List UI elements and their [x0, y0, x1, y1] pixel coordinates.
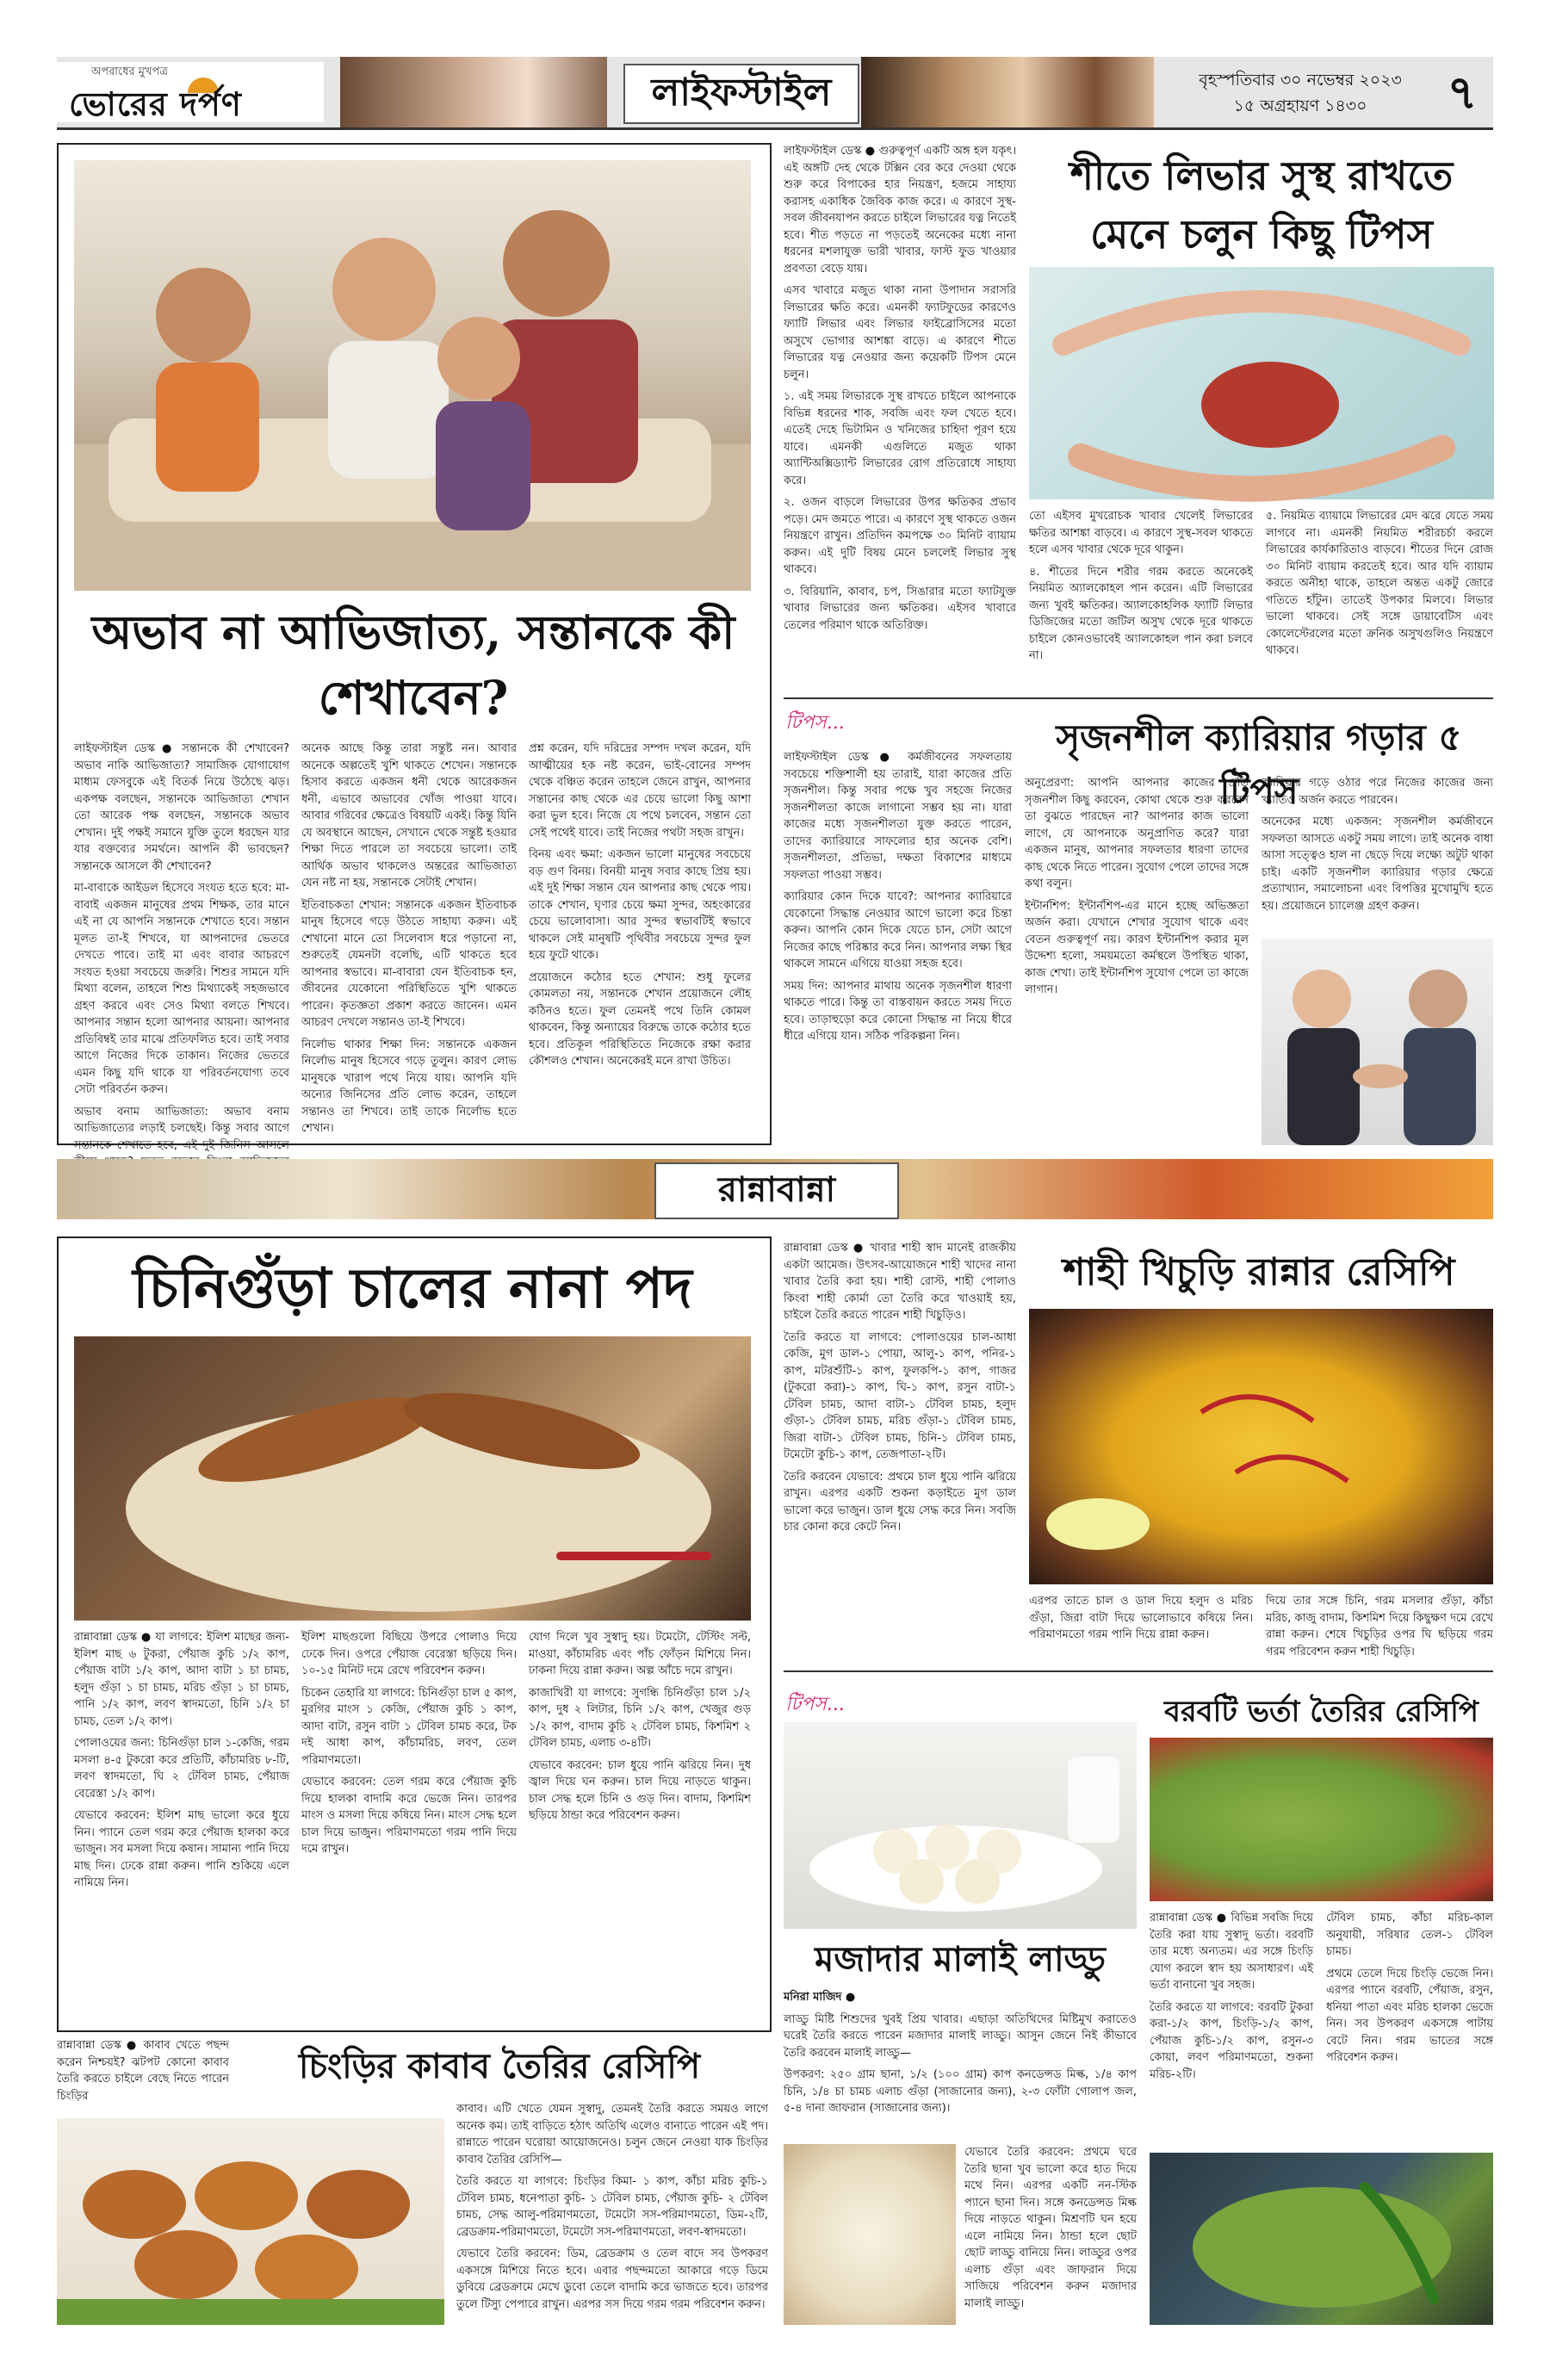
- parenting-col-2: [301, 741, 517, 1135]
- masthead-photo-spa: [861, 57, 1154, 127]
- tips-label: টিপস...: [785, 712, 845, 734]
- chinigura-col-1: [74, 1629, 289, 2017]
- page-number: ৭: [1447, 65, 1478, 120]
- para: যেভাবে তৈরি করবেন: ডিম, ব্রেডক্রাম ও তেল বাদে সব উপকরণ একসঙ্গে মিশিয়ে নিতে হবে। এবার পছন্দমতো আকারে গড়ে ডিমে ডুবিয়ে ব্রেডক্রামে মেখে ডুবো তেলে বাদামি করে ভাজতে হবে। তারপর তুলে টিস্যু পেপারে রাখুন। এরপর সস দিয়ে গরম গরম পরিবেশন করুন।: [456, 2247, 768, 2311]
- section-title: লাইফস্টাইল: [623, 64, 859, 124]
- cooking-section-title: রান্নাবান্না: [654, 1162, 899, 1219]
- para: ১. এই সময় লিভারকে সুস্থ রাখতে চাইলে আপনাকে বিভিন্ন ধরনের শাক, সবজি এবং ফল খেতে হবে। এতেই দেহে ভিটামিন ও খনিজের চাহিদা পূরণ হয়ে যাবে। এমনকী এগুলিতে মজুত থাকা অ্যান্টিঅক্সিড্যান্ট লিভারের রোগ প্রতিরোধে সাহায্য করে।: [784, 390, 1016, 487]
- liver-col-3: [1266, 508, 1493, 689]
- parenting-headline: অভাব না আভিজাত্য, সন্তানকে কী শেখাবেন?: [91, 604, 735, 725]
- para: প্রয়োজনে কঠোর হতে শেখান: শুধু ফুলের কোমলতা নয়, সন্তানকে শেখান প্রয়োজনে লৌহ কঠিনও হতে। ফুল তেমনই পথে তিনি কোমল থাকবেন, কিন্তু অন্যায়ের বিরুদ্ধে তাকে কঠোর হতে হবে। প্রতিকূল পরিস্থিতিতে নিজেকে রক্ষা করার কৌশলও শেখান। অনেকেরই মনে রাখা উচিত।: [529, 970, 751, 1068]
- family-photo: [74, 160, 751, 591]
- para: লাইফস্টাইল ডেস্ক ● গুরুত্বপূর্ণ একটি অঙ্গ হল যকৃৎ। এই অঙ্গটি দেহ থেকে টক্সিন বের করে দেওয়া থেকে শুরু করে বিপাকের হার নিয়ন্ত্রণ, হজমে সাহায্য করাসহ একাধিক জৈবিক কাজ করে। এ কারণে সুস্থ-সবল জীবনযাপন করতে চাইলে লিভারের যত্ন নিতেই হবে। শীত পড়তে না পড়তেই অনেকের মধ্যে নানা ধরনের মশলাযুক্ত ভারী খাবার, ফাস্ট ফুড খাওয়ার প্রবণতা বেড়ে যায়।: [784, 145, 1016, 276]
- para: টেবিল চামচ, কাঁচা মরিচ-কাল অনুযায়ী, সরিষার তেল-১ টেবিল চামচ।: [1326, 1912, 1493, 1958]
- khichuri-col-2: [1029, 1593, 1253, 1662]
- liver-headline: শীতে লিভার সুস্থ রাখতে মেনে চলুন কিছু টিপস: [1070, 152, 1454, 257]
- fish-rice-photo: [74, 1336, 751, 1621]
- para: ক্যারিয়ার কোন দিকে যাবে?: আপনার ক্যারিয়ারে যেকোনো সিদ্ধান্ত নেওয়ার আগে ভালো করে চিন্তা করুন। আপনি কোন দিকে যেতে চান, সেটা আগে নিজের কাছে পরিষ্কার করে নিন। আপনার লক্ষ্য স্থির থাকলে সামনে এগিয়ে যাওয়া সহজ হবে।: [784, 890, 1012, 970]
- kebab-illustration: [57, 2118, 444, 2325]
- para: যোগ দিলে খুব সুস্বাদু হয়। টমেটো, টেস্টিং সল্ট, মাওয়া, কাঁচামরিচ এবং পাঁচ ফোঁড়ন মিশিয়ে নিন। ঢাকনা দিয়ে রান্না করুন। অল্প আঁচে দমে রাখুন।: [529, 1631, 751, 1677]
- para: ৪. শীতের দিনে শরীর গরম করতে অনেকেই নিয়মিত অ্যালকোহল পান করেন। এটি লিভারের জন্য খুবই ক্ষতিকর। অ্যালকোহলিক ফ্যাটি লিভার ডিজিজের মতো জটিল অসুখ থেকে দূরে থাকতে চাইলে কোনওভাবেই অ্যালকোহল পান করা চলবে না।: [1029, 565, 1253, 662]
- kebab-intro: [57, 2037, 229, 2115]
- handshake-illustration: [1262, 939, 1493, 1145]
- date-gregorian: বৃহস্পতিবার ৩০ নভেম্বর ২০২৩: [1199, 71, 1402, 90]
- chili-photo: [1150, 2153, 1493, 2325]
- para: লাইফস্টাইল ডেস্ক ● কর্মজীবনের সফলতায় সবচেয়ে শক্তিশালী হয় তারাই, যারা কাজের প্রতি সৃজনশীল। কিন্তু সবার পক্ষে খুব সহজে নিজের সৃজনশীলতা কাজে লাগানো সম্ভব হয় না। যারা কাজের মধ্যে সৃজনশীলতা যুক্ত করতে পারেন, তাদের ক্যারিয়ারে সাফল্যের হার অনেক বেশি। সৃজনশীলতা, প্রতিভা, দক্ষতা বিকাশের মাধ্যমে সফলতা পাওয়া সম্ভব।: [784, 751, 1012, 882]
- logo-tagline: অপরাধের মুখপত্র: [91, 65, 168, 78]
- khichuri-col-3: [1266, 1593, 1493, 1662]
- laddu-headline: মজাদার মালাই লাড্ডু: [815, 1939, 1106, 1980]
- masthead-photo-face: [340, 57, 607, 127]
- khichuri-headline: শাহী খিচুড়ি রান্নার রেসিপি: [1063, 1250, 1455, 1294]
- chili-illustration: [1150, 2153, 1493, 2325]
- para: অনুপ্রেরণা: আপনি আপনার কাজের প্রতি সৃজনশীল কিছু করবেন, কোথা থেকে শুরু করবেন তা বুঝতে পারছেন না? আপনার কাজ ভালো লাগে, যে আপনাকে অনুপ্রাণিত করে? যারা একজন মানুষ, আপনার সফলতার ধারণা তাদের কাছ থেকে নিতে পারেন। সুযোগ পেলে তাদের সঙ্গে কথা বলুন।: [1025, 777, 1249, 890]
- liver-bottom-rule: [784, 697, 1493, 699]
- liver-col-2: [1029, 508, 1253, 689]
- para: তৈরি করবেন যেভাবে: প্রথমে চাল ধুয়ে পানি ঝরিয়ে রাখুন। এরপর একটি শুকনা কড়াইতে মুগ ডাল ভালো করে ভাজুন। ডাল ধুয়ে সেদ্ধ করে নিন। সবজি চার কোনা করে কেটে নিন।: [784, 1470, 1016, 1534]
- laddu-col-main: [784, 1989, 1137, 2135]
- khichuri-illustration: [1029, 1309, 1493, 1584]
- para: রান্নাবান্না ডেস্ক ● বিভিন্ন সবজি দিয়ে তৈরি করা যায় সুস্বাদু ভর্তা। বরবটি তার মধ্যে অন্যতম। এর সঙ্গে চিংড়ি যোগ করলে স্বাদ হয় অসাধারণ। এই ভর্তা বানানো খুব সহজ।: [1150, 1912, 1313, 1992]
- para: মা-বাবাকে আইডল হিসেবে সংযত হতে হবে: মা-বাবাই একজন মানুষের প্রথম শিক্ষক, তার মানে এই না যে আপনি সন্তানকে শেখাতে হবে। সন্তান মূলত তা-ই শিখবে, যা আপনাদের ভেতরে দেখতে পাবে। তাই মা এবং বাবার আচরণে সংযত হওয়া সবচেয়ে জরুরি। শিশুর সামনে যদি মিথ্যা বলেন, তাহলে শিশু মিথ্যাকেই সহজভাবে গ্রহণ করবে এবং সেও মিথ্যা বলতে শিখবে। আপনার সন্তান হলো আপনার আয়না। আপনার প্রতিবিম্বই তার মাঝে প্রতিফলিত হবে। তাই সবার আগে নিজের দিকে তাকান। নিজের ভেতরে এমন কিছু যদি থাকে যা পরিবর্তনযোগ্য তবে সেটা পরিবর্তন করুন।: [74, 882, 289, 1096]
- career-col-2: [1025, 775, 1249, 1145]
- para: নির্লোভ থাকার শিক্ষা দিন: সন্তানকে একজন নির্লোভ মানুষ হিসেবে গড়ে তুলুন। কারণ লোভ মানুষকে খারাপ পথে নিয়ে যায়। আপনি যদি অন্যের জিনিসের প্রতি লোভ করেন, তাহলে সন্তানও তা শিখবে। তাই তাকে নির্লোভ হতে শেখান।: [301, 1038, 517, 1135]
- para: তো এইসব মুখরোচক খাবার খেলেই লিভারের ক্ষতির আশঙ্কা বাড়বে। এ কারণে সুস্থ-সবল থাকতে হলে এসব খাবার থেকে দূরে থাকুন।: [1029, 510, 1253, 556]
- liver-photo: [1029, 267, 1494, 499]
- para: অনেক আছে কিন্তু তারা সন্তুষ্ট নন। আবার অনেকে অল্পতেই খুশি থাকতে শেখেন। সন্তানকে হিসাব করতে একজন ধনী থেকে আরেকজন ধনী, এভাবে অভাবের খোঁজ পাওয়া যাবে। আবার গরিবের ক্ষেত্রেও বিষয়টি একই। কিন্তু যিনি যে অবস্থানে আছেন, সেখানে থেকে সন্তুষ্ট হওয়ার শিক্ষা দিতে পারলে তা সবচেয়ে ভালো। তাই আর্থিক অভাব থাকলেও অন্তরের আভিজাত্য যেন নষ্ট না হয়, সন্তানকে সেটাই শেখান।: [301, 742, 517, 889]
- para: লাইফস্টাইল ডেস্ক ● সন্তানকে কী শেখাবেন? অভাব নাকি আভিজাত্য? সামাজিক যোগাযোগ মাধ্যম ফেসবুকে এই বিতর্ক নিয়ে উঠেছে ঝড়। একপক্ষ বলছেন, সন্তানকে আভিজাত্য শেখান তো আরেক পক্ষ বলছেন, সন্তানকে অভাব শেখান। দুই পক্ষই সমানে যুক্তি তুলে ধরছেন যার যার বক্তব্যের সমর্থনে। আপনি কী ভাবছেন? সন্তানকে আসলে কী শেখাবেন?: [74, 742, 289, 873]
- para: যেভাবে তৈরি করবেন: প্রথমে ঘরে তৈরি ছানা খুব ভালো করে হাত দিয়ে মথে নিন। এরপর একটি নন-স্টিক প্যানে ছানা দিন। সঙ্গে কনডেন্সড মিল্ক দিয়ে নাড়তে থাকুন। মিশ্রণটি ঘন হয়ে এলে নামিয়ে নিন। ঠান্ডা হলে ছোট ছোট লাড্ডু বানিয়ে নিন। লাড্ডুর ওপর এলাচ গুঁড়া এবং জাফরান দিয়ে সাজিয়ে পরিবেশন করুন মজাদার মালাই লাড্ডু।: [964, 2146, 1137, 2310]
- para: যেভাবে করবেন: চাল ধুয়ে পানি ঝরিয়ে নিন। দুধ জ্বাল দিয়ে ঘন করুন। চাল দিয়ে নাড়তে থাকুন। চাল সেদ্ধ হলে চিনি ও গুড় দিন। বাদাম, কিশমিশ ছড়িয়ে ঠান্ডা করে পরিবেশন করুন।: [529, 1758, 751, 1822]
- para: অভাব বনাম আভিজাত্য: অভাব বনাম আভিজাত্যের লড়াই চলছেই। কিন্তু সবার আগে সন্তানকে শেখাতে হবে, এই দুই জিনিস আসলে: [74, 1105, 289, 1152]
- para: ইন্টার্নশিপ: ইন্টার্নশিপ-এর মানে হচ্ছে অভিজ্ঞতা অর্জন করা। যেখানে শেখার সুযোগ থাকে এবং বেতন গুরুত্বপূর্ণ নয়। কারণ ইন্টার্নশিপ করার মূল উদ্দেশ্য হলো, সময়মতো কর্মস্থলে উপস্থিত থাকা, কাজ শেখা। তাই ইন্টার্নশিপ সুযোগ পেলে তা কাজে লাগান।: [1025, 899, 1249, 996]
- career-col-1: [784, 749, 1012, 1145]
- para: বিনয় এবং ক্ষমা: একজন ভালো মানুষের সবচেয়ে বড় গুণ বিনয়। বিনয়ী মানুষ সবার কাছে প্রিয় হয়। এই দুই শিক্ষা সন্তান যেন আপনার কাছ থেকে পায়। তাকে শেখান, ঘৃণার চেয়ে ক্ষমা সুন্দর, অহংকারের চেয়ে ভালোবাসা। আর সুন্দর স্বভাবটিই স্বভাবে থাকলে সেই মানুষটি পৃথিবীর সবচেয়ে সুন্দর ফুল হয়ে ফুটে থাকে।: [529, 848, 751, 962]
- para: যেভাবে করবেন: তেল গরম করে পেঁয়াজ কুচি দিয়ে হালকা বাদামি করে ভেজে নিন। তারপর মাংস ও মসলা দিয়ে কষিয়ে নিন। মাংস সেদ্ধ হলে চাল দিয়ে ভাজুন। পরিমাণমতো গরম পানি দিয়ে দমে রাখুন।: [301, 1776, 517, 1856]
- para: তৈরি করতে যা লাগবে: বরবটি টুকরা করা-১/২ কাপ, চিংড়ি-১/২ কাপ, পেঁয়াজ কুচি-১/২ কাপ, রসুন-৩ কোয়া, লবণ পরিমাণমতো, শুকনা মরিচ-২টি।: [1150, 2000, 1313, 2081]
- tips-label-2: টিপস...: [785, 1694, 845, 1715]
- para: প্রশ্ন করেন, যদি দরিদ্রের সম্পদ দখল করেন, যদি আত্মীয়ের হক নষ্ট করেন, ভাই-বোনের সম্পদ থেকে বঞ্চিত করেন তাহলে জেনে রাখুন, আপনার সন্তানের কাছ থেকে এর চেয়ে ভালো কিছু আশা করা ভুল হবে। নিজে যে পথে চলবেন, সন্তান তো সেই পথেই যাবে। তাই নিজের পথটা সহজ রাখুন।: [529, 742, 751, 840]
- para: উপকরণ: ২৫০ গ্রাম ছানা, ১/২ (১০০ গ্রাম) কাপ কনডেন্সড মিল্ক, ১/৪ কাপ চিনি, ১/৪ চা চামচ এলাচ গুঁড়া (সাজানোর জন্য), ২-৩ ফোঁটা গোলাপ জল, ৫-৪ দানা জাফরান (সাজানোর জন্য)।: [784, 2068, 1137, 2115]
- para: ৩. বিরিয়ানি, কাবাব, চপ, সিঙারার মতো ফ্যাটযুক্ত খাবার লিভারের জন্য ক্ষতিকর। এইসব খাবারে তেলের পরিমাণ থাকে অতিরিক্ত।: [784, 585, 1016, 632]
- logo-text: ভোরের দর্পণ: [69, 85, 242, 123]
- para: কাজাখিরী যা লাগবে: সুগন্ধি চিনিগুঁড়া চাল ১/২ কাপ, দুধ ২ লিটার, চিনি ১/২ কাপ, খেজুর গুড় ১/২ কাপ, বাদাম কুচি ২ টেবিল চামচ, কিশমিশ ২ টেবিল চামচ, এলাচ ৩-৪টি।: [529, 1686, 751, 1750]
- para: রান্নাবান্না ডেস্ক ● যা লাগবে: ইলিশ মাছের জন্য-ইলিশ মাছ ৬ টুকরা, পেঁয়াজ কুচি ১/২ কাপ, পেঁয়াজ বাটা ১/২ কাপ, আদা বাটা ১ চা চামচ, হলুদ গুঁড়া ১ চা চামচ, মরিচ গুঁড়া ১ চা চামচ, পানি ১/২ কাপ, লবণ স্বাদমতো, চিনি ১/২ চা চামচ, তেল ১/২ কাপ।: [74, 1631, 289, 1728]
- career-headline: সৃজনশীল ক্যারিয়ার গড়ার ৫ টিপস: [1056, 716, 1462, 812]
- liver-hands-illustration: [1029, 267, 1494, 499]
- borboti-col-2: [1326, 1910, 1493, 2142]
- handshake-photo: [1262, 939, 1493, 1145]
- para: ইলিশ মাছগুলো বিছিয়ে উপরে পোলাও দিয়ে ঢেকে দিন। ওপরে পেঁয়াজ বেরেস্তা ছড়িয়ে দিন। ১০-১৫ মিনিট দমে রেখে পরিবেশন করুন।: [301, 1631, 517, 1677]
- para: প্রথমে তেলে দিয়ে চিংড়ি ভেজে নিন। এরপর প্যানে বরবটি, পেঁয়াজ, রসুন, ধনিয়া পাতা এবং মরিচ হালকা ভেজে নিন। সব উপকরণ একসঙ্গে পাটায় বেটে নিন। গরম ভাতের সঙ্গে পরিবেশন করুন।: [1326, 1967, 1493, 2064]
- khichuri-bottom-rule: [784, 1670, 1493, 1672]
- fish-rice-illustration: [74, 1336, 751, 1621]
- parenting-col-1: [74, 741, 289, 1152]
- kebab-col-1: [456, 2101, 768, 2325]
- para: চিকেন তেহারি যা লাগবে: চিনিগুঁড়া চাল ৫ কাপ, মুরগির মাংস ১ কেজি, পেঁয়াজ কুচি ১ কাপ, আদা বাটা, রসুন বাটা ১ টেবিল চামচ করে, টক দই আধা কাপ, কাঁচামরিচ, লবণ, তেল পরিমাণমতো।: [301, 1686, 517, 1767]
- borboti-col-1: [1150, 1910, 1313, 2142]
- para: তৈরি করতে যা লাগবে: চিংড়ির কিমা- ১ কাপ, কাঁচা মরিচ কুচি-১ টেবিল চামচ, ধনেপাতা কুচি- ১ টেবিল চামচ, পেঁয়াজ কুচি- ২ টেবিল চামচ, সেদ্ধ আলু-পরিমাণমতো, টমেটো সস-পরিমাণমতো, ডিম-২টি, ব্রেডক্রাম-পরিমাণমতো, টমেটো সস-পরিমাণমতো, লবণ-স্বাদমতো।: [456, 2175, 768, 2239]
- para: কাবাব। এটি খেতে যেমন সুস্বাদু, তেমনই তৈরি করতে সময়ও লাগে অনেক কম। তাই বাড়িতে হঠাৎ অতিথি এলেও বানাতে পারেন এই পদ। রান্নাতে পারেন ঘরোয়া আয়োজনেও। চলুন জেনে নেওয়া যাক চিংড়ির কাবাব তৈরির রেসিপি—: [456, 2103, 768, 2166]
- khichuri-photo: [1029, 1309, 1493, 1584]
- family-illustration: [74, 160, 751, 591]
- laddu-photo: [784, 1722, 1137, 1929]
- chinigura-col-2: [301, 1629, 517, 2017]
- borboti-photo: [1150, 1738, 1493, 1901]
- date-bengali: ১৫ অগ্রহায়ণ ১৪৩০: [1233, 96, 1367, 115]
- career-col-3: [1262, 775, 1493, 930]
- para: রান্নাবান্না ডেস্ক ● খাবার শাহী স্বাদ মানেই রাজকীয় একটা আমেজ। উৎসব-আয়োজনে শাহী খাদের নানা খাবার তৈরি করা হয়। শাহী রোস্ট, শাহী পোলাও কিংবা শাহী কোর্মা তো তৈরি করে খাওয়াই হয়, চাইলে তৈরি করতে পারেন শাহী খিচুড়িও।: [784, 1242, 1016, 1322]
- parenting-col-3: [529, 741, 751, 1128]
- laddu-author: মনিরা মাজিদ ●: [784, 1991, 856, 2004]
- kebab-headline: চিংড়ির কাবাব তৈরির রেসিপি: [298, 2046, 701, 2086]
- newspaper-logo[interactable]: [57, 62, 324, 122]
- borboti-headline: বরবটি ভর্তা তৈরির রেসিপি: [1164, 1695, 1479, 1729]
- para: দিয়ে তার সঙ্গে চিনি, গরম মসলার গুঁড়া, কাঁচা মরিচ, কাজু বাদাম, কিশমিশ দিয়ে কিছুক্ষণ দমে রেখে রান্না করুন। শেষে খিচুড়ির ওপর ঘি ছড়িয়ে গরম গরম পরিবেশন করুন শাহী খিচুড়ি।: [1266, 1595, 1493, 1658]
- para: সময় দিন: আপনার মাথায় অনেক সৃজনশীল ধারণা থাকতে পারে। কিন্তু তা বাস্তবায়ন করতে সময় দিতে হবে। তাড়াহুড়ো করে কোনো সিদ্ধান্ত না নিয়ে ধীরে ধীরে এগিয়ে যান। সঠিক পরিকল্পনা নিন।: [784, 979, 1012, 1043]
- para: অনেকের মধ্যে একজন: সৃজনশীল কর্মজীবনে সফলতা আসতে একটু সময় লাগে। তাই অনেক বাধা আসা সত্ত্বেও হাল না ছেড়ে দিয়ে লক্ষ্যে অটুট থাকা চাই। একটি সৃজনশীল ক্যারিয়ার গড়ার ক্ষেত্রে প্রত্যাখ্যান, সমালোচনা এবং বিপত্তির মুখোমুখি হতে হয়। প্রয়োজনে চ্যালেঞ্জ গ্রহণ করুন।: [1262, 815, 1493, 913]
- para: রান্নাবান্না ডেস্ক ● কাবাব খেতে পছন্দ করেন নিশ্চয়ই? ঝটপট কোনো কাবাব তৈরি করতে চাইলে বেছে নিতে পারেন চিংড়ির: [57, 2039, 229, 2103]
- laddu-bowl-photo: [784, 2144, 956, 2325]
- para: ইতিবাচকতা শেখান: সন্তানকে একজন ইতিবাচক মানুষ হিসেবে গড়ে উঠতে সাহায্য করুন। এই শেখানো মানে তো সিলেবাস ধরে পড়ানো না, শুরুতেই যেমনটা বলেছি, এটি থাকতে হবে আপনার স্বভাবে। মা-বাবারা যেন ইতিবাচক হন, জীবনের যেকোনো পরিস্থিতিতে খুশি থাকতে পারেন। কৃতজ্ঞতা প্রকাশ করতে জানেন। এমন আচরণ দেখলে সন্তানও তা-ই শিখবে।: [301, 898, 517, 1029]
- dateline: [1171, 67, 1429, 119]
- laddu-illustration: [784, 1722, 1137, 1929]
- para: পোলাওয়ের জন্য: চিনিগুঁড়া চাল ১-কেজি, গরম মসলা ৪-৫ টুকরো করে প্রতিটি, কাঁচামরিচ ৮-টি, লবণ স্বাদমতো, ঘি ২ টেবিল চামচ, পেঁয়াজ বেরেস্তা ১/২ কাপ।: [74, 1737, 289, 1800]
- para: যেভাবে করবেন: ইলিশ মাছ ভালো করে ধুয়ে নিন। প্যানে তেল গরম করে পেঁয়াজ হালকা করে ভাজুন। সব মসলা দিয়ে কষান। সামান্য পানি দিয়ে মাছ দিন। ঢেকে রান্না করুন। পানি শুকিয়ে এলে নামিয়ে নিন।: [74, 1809, 289, 1889]
- para: ৫. নিয়মিত ব্যায়ামে লিভারের মেদ ঝরে যেতে সময় লাগবে না। এমনকী নিয়মিত শরীরচর্চা করলে লিভারের কার্যকারিতাও বাড়বে। শীতের দিনে রোজ ৩০ মিনিট ব্যায়াম করতেই হবে। আর যদি ব্যায়াম করতে অনীহা থাকে, তাহলে অন্তত একটু জোরে গতিতে হাঁটুন। তাতেই উপকার মিলবে। লিভার ভালো থাকবে। সেই সঙ্গে ডায়াবেটিস এবং কোলেস্টেরলের মতো ক্রনিক অসুখগুলিও নিয়ন্ত্রণে থাকবে।: [1266, 510, 1493, 657]
- para: লাড্ডু মিষ্টি শিশুদের খুবই প্রিয় খাবার। এছাড়া অতিথিদের মিষ্টিমুখ করাতেও ঘরেই তৈরি করতে পারেন মজাদার মালাই লাড্ডু। আসুন জেনে নিই কীভাবে তৈরি করবেন মালাই লাড্ডু—: [784, 2012, 1137, 2060]
- laddu-col-side: [964, 2144, 1137, 2325]
- para: ক্যারিয়ার গড়ে ওঠার পরে নিজের কাজের জন্য খ্যাতিও অর্জন করতে পারবেন।: [1262, 777, 1493, 807]
- para: এরপর তাতে চাল ও ডাল দিয়ে হলুদ ও মরিচ গুঁড়া, জিরা বাটা দিয়ে ভালোভাবে কষিয়ে নিন। পরিমাণমতো গরম পানি দিয়ে রান্না করুন।: [1029, 1595, 1253, 1641]
- chinigura-col-3: [529, 1629, 751, 2017]
- kebab-photo: [57, 2118, 444, 2325]
- para: এসব খাবারে মজুত থাকা নানা উপাদান সরাসরি লিভারের ক্ষতি করে। এমনকী ফ্যাটফুডের কারণেও ফ্যাটি লিভার এবং লিভার ফাইব্রোসিসের মতো অসুখে ভোগার আশঙ্কা বাড়ে। এ কারণে শীতে লিভারের যত্ন নেওয়ার জন্য কয়েকটি টিপস মেনে চলুন।: [784, 284, 1016, 381]
- liver-col-1: [784, 143, 1016, 694]
- para: ২. ওজন বাড়লে লিভারের উপর ক্ষতিকর প্রভাব পড়ে। মেদ জমতে পারে। এ কারণে সুস্থ থাকতে ওজন নিয়ন্ত্রণে রাখুন। প্রতিদিন কমপক্ষে ৩০ মিনিট ব্যায়াম করুন। এই দুটি বিষয় মেনে চললেই লিভার সুস্থ থাকবে।: [784, 496, 1016, 576]
- para: তৈরি করতে যা লাগবে: পোলাওয়ের চাল-আধা কেজি, মুগ ডাল-১ পোয়া, আলু-১ কাপ, পনির-১ কাপ, মটরশুঁটি-১ কাপ, ফুলকপি-১ কাপ, গাজর (টুকরো করা)-১ কাপ, ঘি-১ কাপ, রসুন বাটা-১ টেবিল চামচ, আদা বাটা-১ টেবিল চামচ, হলুদ গুঁড়া-১ টেবিল চামচ, মরিচ গুঁড়া-১ টেবিল চামচ, জিরা বাটা-১ টেবিল চামচ, চিনি-১ টেবিল চামচ, টমেটো কুচি-১ কাপ, তেজপাতা-২টি।: [784, 1330, 1016, 1461]
- khichuri-col-1: [784, 1240, 1016, 1662]
- chinigura-headline: চিনিগুঁড়া চালের নানা পদ: [133, 1256, 692, 1321]
